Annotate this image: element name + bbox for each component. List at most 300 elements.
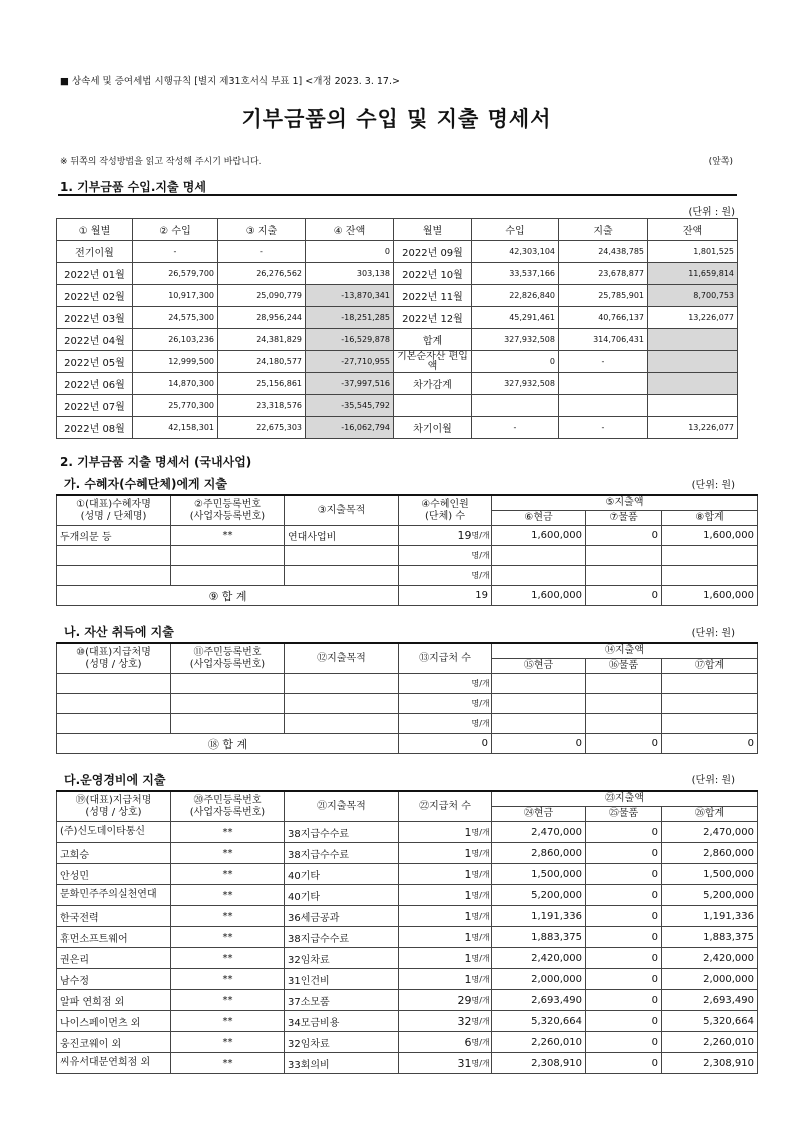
count-cell xyxy=(399,546,472,566)
table-row xyxy=(57,546,758,566)
payee-name-cell xyxy=(57,714,171,734)
registration-number-cell: ** xyxy=(171,843,285,864)
column-header: 월별 xyxy=(394,219,472,241)
goods-cell xyxy=(586,566,662,586)
income-cell: 24,575,300 xyxy=(133,307,218,329)
count-unit-cell: 명/개 xyxy=(472,526,492,546)
month-cell: 2022년 04월 xyxy=(57,329,133,351)
goods-cell: 0 xyxy=(586,990,662,1011)
registration-number-cell: ** xyxy=(171,927,285,948)
goods-cell: 0 xyxy=(586,526,662,546)
registration-number-cell: ** xyxy=(171,1032,285,1053)
income-cell: 327,932,508 xyxy=(472,373,559,395)
goods-cell: 0 xyxy=(586,948,662,969)
cash-cell xyxy=(492,694,586,714)
page-title: 기부금품의 수입 및 지출 명세서 xyxy=(241,107,552,131)
sum-cell xyxy=(662,714,758,734)
balance-cell xyxy=(648,329,738,351)
column-header-amount: ㉓지출액 xyxy=(492,791,758,807)
count-cell xyxy=(399,694,472,714)
total-label: ⑨ 합 계 xyxy=(57,586,399,606)
balance-cell: -16,529,878 xyxy=(306,329,394,351)
goods-cell: 0 xyxy=(586,927,662,948)
section1-rule xyxy=(58,194,737,196)
total-goods: 0 xyxy=(586,586,662,606)
table-header-row xyxy=(57,495,758,511)
column-header-name: ⑩(대표)지급처명 (성명 / 상호) xyxy=(57,643,171,674)
count-cell xyxy=(399,566,472,586)
month-cell: 2022년 02월 xyxy=(57,285,133,307)
count-cell: 1 xyxy=(399,822,472,843)
month-cell: 2022년 03월 xyxy=(57,307,133,329)
total-cash: 0 xyxy=(492,734,586,754)
form-reference-note: ■ 상속세 및 증여세법 시행규칙 [별지 제31호서식 부표 1] <개정 2023. 3. 17.> xyxy=(60,76,400,87)
sum-cell: 2,000,000 xyxy=(662,969,758,990)
table-row xyxy=(57,714,758,734)
table-row xyxy=(57,263,738,285)
registration-number-cell: ** xyxy=(171,885,285,906)
table-row xyxy=(57,906,758,927)
payee-name-cell: 나이스페이먼츠 외 xyxy=(57,1011,171,1032)
table-row xyxy=(57,417,738,439)
column-header-cash: ⑮현금 xyxy=(492,659,586,674)
count-cell xyxy=(399,714,472,734)
month-cell: 차가감계 xyxy=(394,373,472,395)
section2b-title: 나. 자산 취득에 지출 xyxy=(64,625,174,639)
income-cell: - xyxy=(133,241,218,263)
goods-cell: 0 xyxy=(586,843,662,864)
income-cell: - xyxy=(472,417,559,439)
expense-cell: 25,156,861 xyxy=(218,373,306,395)
table-row xyxy=(57,1011,758,1032)
income-cell: 0 xyxy=(472,351,559,373)
count-unit-cell: 명/개 xyxy=(472,1011,492,1032)
balance-cell xyxy=(648,351,738,373)
table-row xyxy=(57,307,738,329)
column-header-amount: ⑤지출액 xyxy=(492,495,758,511)
cash-cell xyxy=(492,566,586,586)
registration-number-cell xyxy=(171,694,285,714)
purpose-cell: 34모금비용 xyxy=(285,1011,399,1032)
total-row xyxy=(57,586,758,606)
cash-cell: 5,320,664 xyxy=(492,1011,586,1032)
column-header-goods: ⑯물품 xyxy=(586,659,662,674)
balance-cell: 13,226,077 xyxy=(648,307,738,329)
sum-cell: 1,191,336 xyxy=(662,906,758,927)
registration-number-cell: ** xyxy=(171,822,285,843)
goods-cell: 0 xyxy=(586,1032,662,1053)
cash-cell: 2,470,000 xyxy=(492,822,586,843)
registration-number-cell: ** xyxy=(171,969,285,990)
cash-cell xyxy=(492,714,586,734)
purpose-cell xyxy=(285,566,399,586)
income-cell: 25,770,300 xyxy=(133,395,218,417)
cash-cell: 1,883,375 xyxy=(492,927,586,948)
balance-cell: 11,659,814 xyxy=(648,263,738,285)
goods-cell: 0 xyxy=(586,822,662,843)
section2c-title: 다.운영경비에 지출 xyxy=(64,773,166,787)
income-cell: 10,917,300 xyxy=(133,285,218,307)
registration-number-cell: ** xyxy=(171,1053,285,1074)
expense-cell: 26,276,562 xyxy=(218,263,306,285)
column-header-id: ⑪주민등록번호 (사업자등록번호) xyxy=(171,643,285,674)
purpose-cell xyxy=(285,546,399,566)
count-unit-cell: 명/개 xyxy=(472,1053,492,1074)
table-row xyxy=(57,948,758,969)
expense-cell: 24,381,829 xyxy=(218,329,306,351)
total-row xyxy=(57,734,758,754)
count-unit-cell: 명/개 xyxy=(472,927,492,948)
count-cell: 6 xyxy=(399,1032,472,1053)
section2a-unit: (단위: 원) xyxy=(691,480,735,491)
balance-cell: 303,138 xyxy=(306,263,394,285)
count-cell: 1 xyxy=(399,864,472,885)
month-cell: 전기이월 xyxy=(57,241,133,263)
income-cell: 42,158,301 xyxy=(133,417,218,439)
guide-note: ※ 뒤쪽의 작성방법을 읽고 작성해 주시기 바랍니다. xyxy=(60,157,262,167)
column-header-id: ②주민등록번호 (사업자등록번호) xyxy=(171,495,285,526)
balance-cell: 13,226,077 xyxy=(648,417,738,439)
column-header-amount: ⑭지출액 xyxy=(492,643,758,659)
table-header-row xyxy=(57,791,758,807)
expense-cell xyxy=(559,373,648,395)
expense-cell: - xyxy=(559,351,648,373)
sum-cell xyxy=(662,694,758,714)
table-row xyxy=(57,864,758,885)
expense-cell: - xyxy=(218,241,306,263)
income-cell: 12,999,500 xyxy=(133,351,218,373)
expense-cell: 314,706,431 xyxy=(559,329,648,351)
purpose-cell: 32임차료 xyxy=(285,948,399,969)
column-header: ① 월별 xyxy=(57,219,133,241)
purpose-cell: 31인건비 xyxy=(285,969,399,990)
payee-name-cell: 씨유서대문연희점 외 xyxy=(57,1053,171,1074)
table-row xyxy=(57,285,738,307)
column-header-sum: ⑰합계 xyxy=(662,659,758,674)
expense-cell: 24,180,577 xyxy=(218,351,306,373)
cash-cell: 2,420,000 xyxy=(492,948,586,969)
registration-number-cell xyxy=(171,714,285,734)
table-row xyxy=(57,1053,758,1074)
balance-cell xyxy=(648,395,738,417)
table-row xyxy=(57,822,758,843)
table-row xyxy=(57,329,738,351)
total-goods: 0 xyxy=(586,734,662,754)
sum-cell xyxy=(662,566,758,586)
total-sum: 1,600,000 xyxy=(662,586,758,606)
goods-cell xyxy=(586,694,662,714)
sum-cell: 5,200,000 xyxy=(662,885,758,906)
purpose-cell: 40기타 xyxy=(285,885,399,906)
payee-name-cell: 웅진코웨이 외 xyxy=(57,1032,171,1053)
cash-cell xyxy=(492,546,586,566)
purpose-cell: 33회의비 xyxy=(285,1053,399,1074)
table-row xyxy=(57,566,758,586)
expense-cell: 25,090,779 xyxy=(218,285,306,307)
count-unit-cell: 명/개 xyxy=(472,885,492,906)
income-cell: 14,870,300 xyxy=(133,373,218,395)
sum-cell: 2,693,490 xyxy=(662,990,758,1011)
month-cell: 차기이월 xyxy=(394,417,472,439)
balance-cell: -13,870,341 xyxy=(306,285,394,307)
sum-cell: 5,320,664 xyxy=(662,1011,758,1032)
goods-cell xyxy=(586,714,662,734)
purpose-cell: 38지급수수료 xyxy=(285,843,399,864)
purpose-cell: 38지급수수료 xyxy=(285,927,399,948)
payee-name-cell: (주)신도데이타통신 xyxy=(57,822,171,843)
month-cell: 합계 xyxy=(394,329,472,351)
registration-number-cell: ** xyxy=(171,1011,285,1032)
count-unit-cell: 명/개 xyxy=(472,566,492,586)
section2b-unit: (단위: 원) xyxy=(691,628,735,639)
payee-name-cell: 한국전력 xyxy=(57,906,171,927)
payee-name-cell: 안성민 xyxy=(57,864,171,885)
month-cell: 2022년 09월 xyxy=(394,241,472,263)
count-unit-cell: 명/개 xyxy=(472,714,492,734)
count-unit-cell: 명/개 xyxy=(472,674,492,694)
month-cell: 2022년 05월 xyxy=(57,351,133,373)
table-row xyxy=(57,373,738,395)
sum-cell: 1,500,000 xyxy=(662,864,758,885)
expense-cell: 23,318,576 xyxy=(218,395,306,417)
column-header: ③ 지출 xyxy=(218,219,306,241)
count-cell: 31 xyxy=(399,1053,472,1074)
payee-name-cell xyxy=(57,566,171,586)
cash-cell: 1,191,336 xyxy=(492,906,586,927)
expense-cell: 25,785,901 xyxy=(559,285,648,307)
income-expense-table xyxy=(56,218,738,439)
income-cell: 327,932,508 xyxy=(472,329,559,351)
purpose-cell: 36세금공과 xyxy=(285,906,399,927)
column-header-cash: ㉔현금 xyxy=(492,807,586,822)
goods-cell xyxy=(586,546,662,566)
registration-number-cell: ** xyxy=(171,864,285,885)
purpose-cell xyxy=(285,714,399,734)
table-row xyxy=(57,927,758,948)
total-count: 0 xyxy=(399,734,492,754)
expense-cell: 23,678,877 xyxy=(559,263,648,285)
purpose-cell: 32임차료 xyxy=(285,1032,399,1053)
expense-cell: 40,766,137 xyxy=(559,307,648,329)
table-row xyxy=(57,969,758,990)
count-cell: 1 xyxy=(399,843,472,864)
expense-cell: 28,956,244 xyxy=(218,307,306,329)
month-cell: 2022년 08월 xyxy=(57,417,133,439)
balance-cell: -18,251,285 xyxy=(306,307,394,329)
registration-number-cell: ** xyxy=(171,990,285,1011)
count-cell: 32 xyxy=(399,1011,472,1032)
cash-cell: 2,260,010 xyxy=(492,1032,586,1053)
payee-name-cell: 고희승 xyxy=(57,843,171,864)
table-row xyxy=(57,1032,758,1053)
count-unit-cell: 명/개 xyxy=(472,843,492,864)
count-unit-cell: 명/개 xyxy=(472,694,492,714)
cash-cell: 1,600,000 xyxy=(492,526,586,546)
section1-title: 1. 기부금품 수입.지출 명세 xyxy=(60,180,206,194)
count-unit-cell: 명/개 xyxy=(472,546,492,566)
count-unit-cell: 명/개 xyxy=(472,864,492,885)
month-cell xyxy=(394,395,472,417)
payee-name-cell: 남수정 xyxy=(57,969,171,990)
count-cell: 19 xyxy=(399,526,472,546)
side-label: (앞쪽) xyxy=(708,157,733,167)
income-cell: 22,826,840 xyxy=(472,285,559,307)
balance-cell: 1,801,525 xyxy=(648,241,738,263)
expense-cell: 22,675,303 xyxy=(218,417,306,439)
column-header-goods: ㉕물품 xyxy=(586,807,662,822)
month-cell: 기본순자산 편입액 xyxy=(394,351,472,373)
balance-cell: 0 xyxy=(306,241,394,263)
expense-cell: - xyxy=(559,417,648,439)
balance-cell: -37,997,516 xyxy=(306,373,394,395)
goods-cell: 0 xyxy=(586,1011,662,1032)
goods-cell xyxy=(586,674,662,694)
month-cell: 2022년 11월 xyxy=(394,285,472,307)
section2c-unit: (단위: 원) xyxy=(691,775,735,786)
table-row xyxy=(57,843,758,864)
table-row xyxy=(57,990,758,1011)
month-cell: 2022년 06월 xyxy=(57,373,133,395)
column-header: ④ 잔액 xyxy=(306,219,394,241)
count-cell: 1 xyxy=(399,927,472,948)
count-cell: 1 xyxy=(399,885,472,906)
cash-cell: 2,000,000 xyxy=(492,969,586,990)
payee-name-cell: 문화민주주의실천연대 xyxy=(57,885,171,906)
column-header-sum: ⑧합계 xyxy=(662,511,758,526)
registration-number-cell: ** xyxy=(171,526,285,546)
operating-expense-table xyxy=(56,790,758,1074)
table-row xyxy=(57,885,758,906)
table-row xyxy=(57,526,758,546)
goods-cell: 0 xyxy=(586,885,662,906)
sum-cell xyxy=(662,674,758,694)
cash-cell xyxy=(492,674,586,694)
purpose-cell xyxy=(285,674,399,694)
count-cell: 1 xyxy=(399,969,472,990)
cash-cell: 5,200,000 xyxy=(492,885,586,906)
count-unit-cell: 명/개 xyxy=(472,990,492,1011)
sum-cell: 2,308,910 xyxy=(662,1053,758,1074)
balance-cell: -35,545,792 xyxy=(306,395,394,417)
sum-cell: 2,260,010 xyxy=(662,1032,758,1053)
column-header-goods: ⑦물품 xyxy=(586,511,662,526)
column-header: 잔액 xyxy=(648,219,738,241)
purpose-cell: 40기타 xyxy=(285,864,399,885)
payee-name-cell xyxy=(57,546,171,566)
income-cell xyxy=(472,395,559,417)
payee-name-cell: 두개의문 등 xyxy=(57,526,171,546)
payee-name-cell: 알파 연희점 외 xyxy=(57,990,171,1011)
goods-cell: 0 xyxy=(586,864,662,885)
table-row xyxy=(57,674,758,694)
sum-cell xyxy=(662,546,758,566)
table-header-row xyxy=(57,643,758,659)
month-cell: 2022년 01월 xyxy=(57,263,133,285)
asset-expense-table xyxy=(56,642,758,754)
column-header: 수입 xyxy=(472,219,559,241)
expense-cell xyxy=(559,395,648,417)
count-cell: 1 xyxy=(399,948,472,969)
registration-number-cell: ** xyxy=(171,948,285,969)
sum-cell: 2,420,000 xyxy=(662,948,758,969)
table-row xyxy=(57,241,738,263)
purpose-cell xyxy=(285,694,399,714)
goods-cell: 0 xyxy=(586,969,662,990)
total-cash: 1,600,000 xyxy=(492,586,586,606)
payee-name-cell xyxy=(57,694,171,714)
column-header-id: ⑳주민등록번호 (사업자등록번호) xyxy=(171,791,285,822)
month-cell: 2022년 12월 xyxy=(394,307,472,329)
income-cell: 45,291,461 xyxy=(472,307,559,329)
payee-name-cell: 휴먼소프트웨어 xyxy=(57,927,171,948)
count-unit-cell: 명/개 xyxy=(472,906,492,927)
month-cell: 2022년 07월 xyxy=(57,395,133,417)
income-cell: 42,303,104 xyxy=(472,241,559,263)
count-unit-cell: 명/개 xyxy=(472,969,492,990)
goods-cell: 0 xyxy=(586,1053,662,1074)
month-cell: 2022년 10월 xyxy=(394,263,472,285)
income-cell: 26,579,700 xyxy=(133,263,218,285)
sum-cell: 2,860,000 xyxy=(662,843,758,864)
expense-cell: 24,438,785 xyxy=(559,241,648,263)
table-row xyxy=(57,395,738,417)
income-cell: 33,537,166 xyxy=(472,263,559,285)
table-header-row xyxy=(57,219,738,241)
goods-cell: 0 xyxy=(586,906,662,927)
section2-title: 2. 기부금품 지출 명세서 (국내사업) xyxy=(60,455,252,469)
total-sum: 0 xyxy=(662,734,758,754)
purpose-cell: 38지급수수료 xyxy=(285,822,399,843)
cash-cell: 1,500,000 xyxy=(492,864,586,885)
column-header-purpose: ⑫지출목적 xyxy=(285,643,399,674)
sum-cell: 2,470,000 xyxy=(662,822,758,843)
sum-cell: 1,600,000 xyxy=(662,526,758,546)
column-header-purpose: ③지출목적 xyxy=(285,495,399,526)
column-header-purpose: ㉑지출목적 xyxy=(285,791,399,822)
sum-cell: 1,883,375 xyxy=(662,927,758,948)
recipient-expense-table xyxy=(56,494,758,606)
column-header-name: ①(대표)수혜자명 (성명 / 단체명) xyxy=(57,495,171,526)
registration-number-cell xyxy=(171,566,285,586)
registration-number-cell xyxy=(171,546,285,566)
count-cell xyxy=(399,674,472,694)
payee-name-cell: 권은리 xyxy=(57,948,171,969)
column-header-count: ⑬지급처 수 xyxy=(399,643,492,674)
table-row xyxy=(57,694,758,714)
column-header-count: ㉒지급처 수 xyxy=(399,791,492,822)
column-header-count: ④수혜인원 (단체) 수 xyxy=(399,495,492,526)
count-unit-cell: 명/개 xyxy=(472,822,492,843)
balance-cell: -16,062,794 xyxy=(306,417,394,439)
balance-cell: -27,710,955 xyxy=(306,351,394,373)
column-header: 지출 xyxy=(559,219,648,241)
registration-number-cell: ** xyxy=(171,906,285,927)
payee-name-cell xyxy=(57,674,171,694)
column-header: ② 수입 xyxy=(133,219,218,241)
count-unit-cell: 명/개 xyxy=(472,1032,492,1053)
count-cell: 29 xyxy=(399,990,472,1011)
section2a-title: 가. 수혜자(수혜단체)에게 지출 xyxy=(64,477,227,491)
column-header-sum: ㉖합계 xyxy=(662,807,758,822)
total-count: 19 xyxy=(399,586,492,606)
total-label: ⑱ 합 계 xyxy=(57,734,399,754)
balance-cell: 8,700,753 xyxy=(648,285,738,307)
purpose-cell: 연대사업비 xyxy=(285,526,399,546)
count-cell: 1 xyxy=(399,906,472,927)
balance-cell xyxy=(648,373,738,395)
section1-unit: (단위 : 원) xyxy=(688,207,735,218)
cash-cell: 2,693,490 xyxy=(492,990,586,1011)
